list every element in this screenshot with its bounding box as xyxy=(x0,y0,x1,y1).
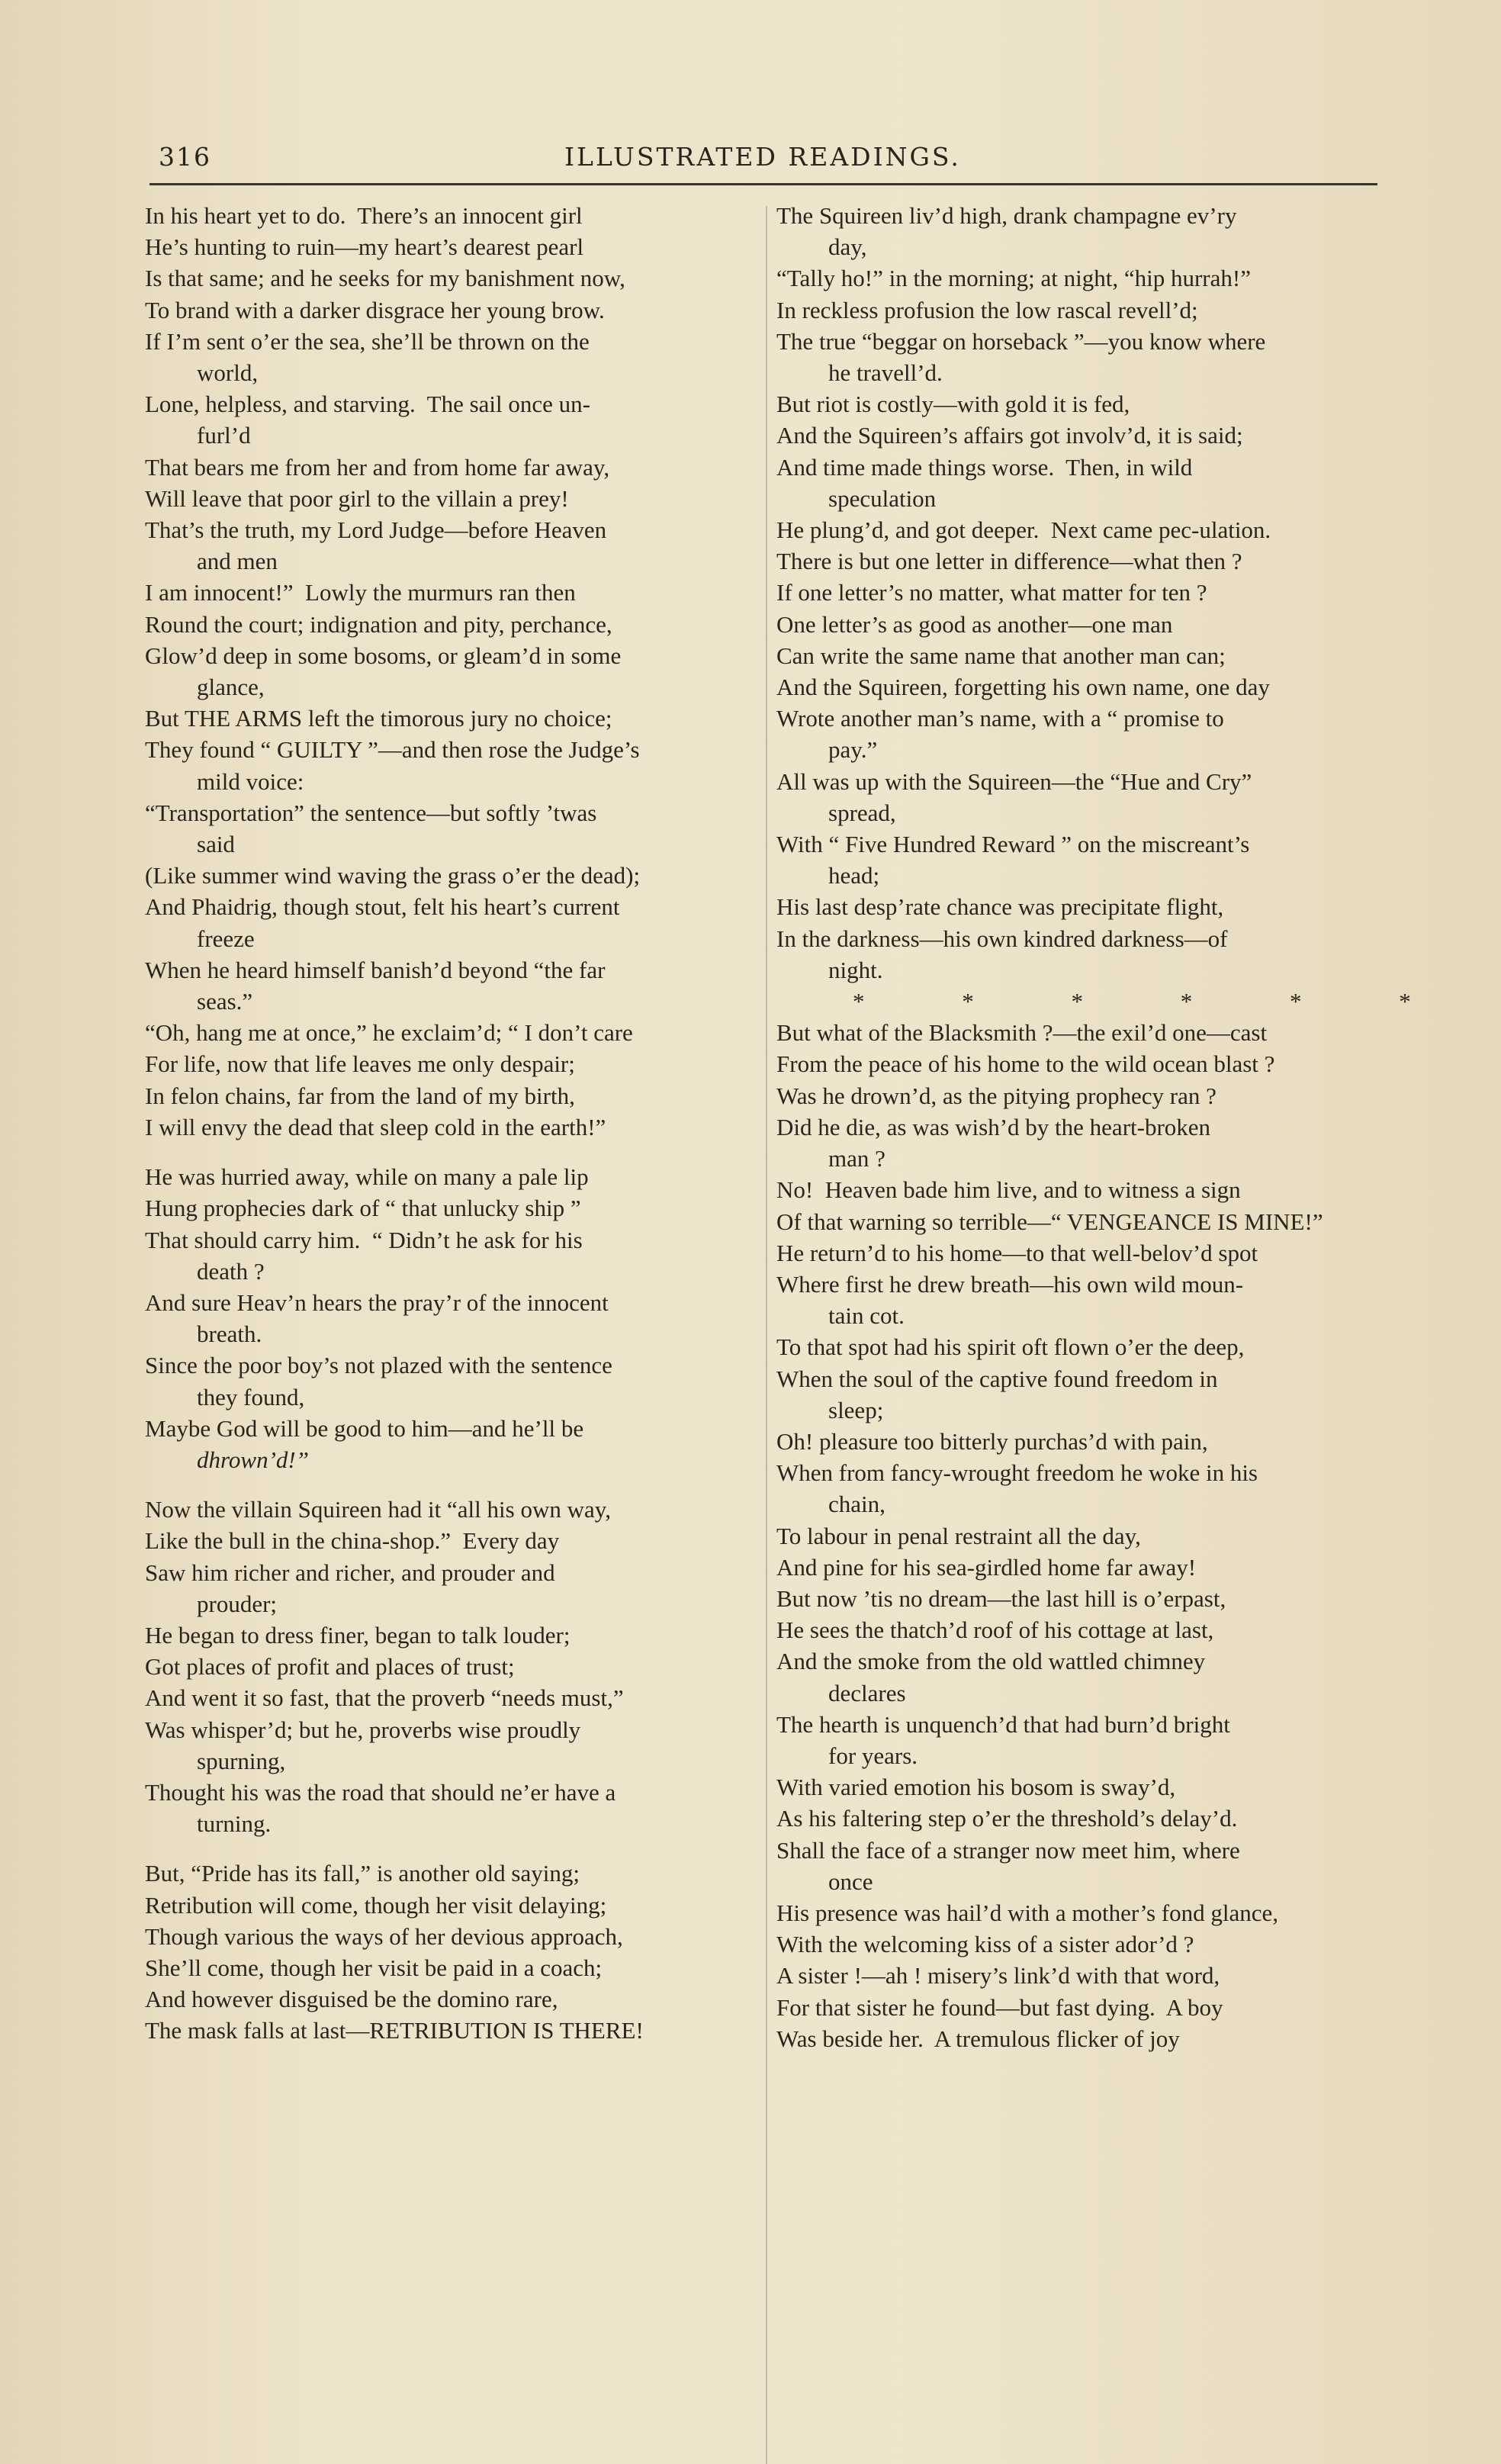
poem-line: Oh! pleasure too bitterly purchas’d with pain, xyxy=(776,1427,1208,1455)
poem-line: Saw him richer and richer, and prouder and xyxy=(145,1558,555,1586)
poem-line: dhrown’d!” xyxy=(197,1446,309,1473)
poem-line: I am innocent!” Lowly the murmurs ran then xyxy=(145,579,576,606)
poem-line: One letter’s as good as another—one man xyxy=(776,610,1173,638)
page-number: 316 xyxy=(159,142,211,172)
poem-line: mild voice: xyxy=(197,767,304,795)
poem-line: turning. xyxy=(197,1810,272,1838)
poem-line: prouder; xyxy=(197,1590,278,1617)
poem-line: He sees the thatch’d roof of his cottage at last, xyxy=(776,1616,1214,1644)
poem-line: he travell’d. xyxy=(828,359,943,387)
poem-line: No! Heaven bade him live, and to witness a sign xyxy=(776,1176,1241,1204)
poem-line: The Squireen liv’d high, drank champagne ev’ry xyxy=(776,202,1237,229)
poem-line: A sister !—ah ! misery’s link’d with that word, xyxy=(776,1962,1220,1990)
poem-line: But THE ARMS left the timorous jury no choice; xyxy=(145,705,612,732)
poem-line: tain cot. xyxy=(828,1302,905,1330)
poem-line: Got places of profit and places of trust; xyxy=(145,1653,515,1681)
poem-line: Was he drown’d, as the pitying prophecy ran ? xyxy=(776,1082,1217,1109)
poem-line: Hung prophecies dark of “ that unlucky ship ” xyxy=(145,1195,581,1222)
poem-line: Lone, helpless, and starving. The sail once un- xyxy=(145,391,590,418)
poem-line: spurning, xyxy=(197,1747,286,1774)
poem-line: And the Squireen, forgetting his own name, one day xyxy=(776,674,1270,701)
poem-line: glance, xyxy=(197,674,265,701)
poem-line: To labour in penal restraint all the day, xyxy=(776,1522,1141,1549)
poem-line: His presence was hail’d with a mother’s fond glance, xyxy=(776,1899,1278,1926)
poem-line: Round the court; indignation and pity, perchance, xyxy=(145,610,612,638)
poem-line: If one letter’s no matter, what matter for ten ? xyxy=(776,579,1207,606)
poem-line: Where first he drew breath—his own wild moun- xyxy=(776,1270,1244,1298)
stanza-gap xyxy=(145,1475,751,1494)
poem-line: sleep; xyxy=(828,1396,884,1423)
poem-line: He plung’d, and got deeper. Next came pec-ulation. xyxy=(776,516,1271,544)
poem-line: Glow’d deep in some bosoms, or gleam’d in some xyxy=(145,642,622,669)
poem-line: for years. xyxy=(828,1742,918,1769)
poem-line: In felon chains, far from the land of my birth, xyxy=(145,1082,575,1109)
poem-line: He return’d to his home—to that well-belov’d spot xyxy=(776,1239,1258,1266)
poem-line: night. xyxy=(828,956,883,983)
poem-line: world, xyxy=(197,359,259,387)
poem-line: If I’m sent o’er the sea, she’ll be thrown on the xyxy=(145,327,590,355)
poem-line: All was up with the Squireen—the “Hue and Cry” xyxy=(776,767,1252,795)
poem-line: For that sister he found—but fast dying. A boy xyxy=(776,1993,1223,2021)
poem-line: With “ Five Hundred Reward ” on the miscreant’s xyxy=(776,831,1250,858)
poem-line: Though various the ways of her devious approach, xyxy=(145,1922,623,1950)
poem-line: The mask falls at last—RETRIBUTION IS THERE! xyxy=(145,2017,644,2044)
poem-line: As his faltering step o’er the threshold’s delay’d. xyxy=(776,1805,1238,1832)
poem-line: day, xyxy=(828,233,867,261)
poem-line: In the darkness—his own kindred darkness—of xyxy=(776,925,1228,952)
poem-line: From the peace of his home to the wild ocean blast ? xyxy=(776,1050,1275,1078)
poem-line: said xyxy=(197,831,235,858)
poem-line: Since the poor boy’s not plazed with the sentence xyxy=(145,1352,612,1379)
poem-line: And the smoke from the old wattled chimney xyxy=(776,1648,1206,1675)
poem-line: Is that same; and he seeks for my banishment now, xyxy=(145,265,625,292)
poem-line: And sure Heav’n hears the pray’r of the innocent xyxy=(145,1288,609,1316)
poem-line: She’ll come, though her visit be paid in a coach; xyxy=(145,1954,603,1981)
poem-line: Like the bull in the china-shop.” Every day xyxy=(145,1527,560,1555)
poem-line: Retribution will come, though her visit delaying; xyxy=(145,1891,607,1919)
poem-line: That bears me from her and from home far away, xyxy=(145,453,610,481)
section-break-stars: * * * * * * xyxy=(853,988,1457,1015)
poem-line: Was beside her. A tremulous flicker of joy xyxy=(776,2025,1180,2052)
poem-line: With varied emotion his bosom is sway’d, xyxy=(776,1774,1176,1801)
poem-line: “Transportation” the sentence—but softly ’twas xyxy=(145,799,597,826)
poem-line: And Phaidrig, though stout, felt his heart’s current xyxy=(145,893,620,921)
poem-line: When he heard himself banish’d beyond “the far xyxy=(145,956,606,983)
poem-line: declares xyxy=(828,1679,906,1706)
poem-line: Did he die, as was wish’d by the heart-broken xyxy=(776,1113,1211,1140)
poem-line: they found, xyxy=(197,1383,305,1411)
poem-line: once xyxy=(828,1867,873,1895)
poem-line: and men xyxy=(197,548,278,575)
poem-line: And pine for his sea-girdled home far away! xyxy=(776,1553,1197,1581)
poem-line: Can write the same name that another man can; xyxy=(776,642,1226,669)
poem-line: head; xyxy=(828,862,880,889)
poem-line: But what of the Blacksmith ?—the exil’d one—cast xyxy=(776,1019,1268,1047)
poem-line: And however disguised be the domino rare, xyxy=(145,1986,558,2013)
poem-line: I will envy the dead that sleep cold in the earth!” xyxy=(145,1113,606,1140)
poem-line: His last desp’rate chance was precipitate flight, xyxy=(776,893,1224,921)
poem-line: Will leave that poor girl to the villain a prey! xyxy=(145,484,569,512)
poem-line: But riot is costly—with gold it is fed, xyxy=(776,391,1130,418)
poem-line: Wrote another man’s name, with a “ promise to xyxy=(776,705,1224,732)
poem-line: Of that warning so terrible—“ VENGEANCE IS MINE!” xyxy=(776,1208,1323,1235)
stanza-gap xyxy=(145,1143,751,1161)
poem-line: man ? xyxy=(828,1145,885,1172)
poem-line: spread, xyxy=(828,799,896,826)
poem-line: To brand with a darker disgrace her young brow. xyxy=(145,296,605,323)
right-column xyxy=(776,200,1457,2054)
running-title: ILLUSTRATED READINGS. xyxy=(564,142,961,172)
poem-line: freeze xyxy=(197,925,255,952)
poem-line: Now the villain Squireen had it “all his own way, xyxy=(145,1496,611,1523)
poem-line: That should carry him. “ Didn’t he ask for his xyxy=(145,1226,583,1253)
poem-line: For life, now that life leaves me only despair; xyxy=(145,1050,575,1078)
poem-line: “Oh, hang me at once,” he exclaim’d; “ I don’t care xyxy=(145,1019,633,1047)
poem-line: And went it so fast, that the proverb “needs must,” xyxy=(145,1684,624,1712)
poem-line: Maybe God will be good to him—and he’ll be xyxy=(145,1414,584,1442)
poem-line: And the Squireen’s affairs got involv’d, it is said; xyxy=(776,422,1243,449)
column-divider xyxy=(766,206,767,2464)
poem-line: Shall the face of a stranger now meet him, where xyxy=(776,1836,1240,1864)
poem-line: The true “beggar on horseback ”—you know where xyxy=(776,327,1266,355)
header-rule xyxy=(149,183,1377,185)
stanza-gap xyxy=(145,1839,751,1858)
poem-line: Thought his was the road that should ne’er have a xyxy=(145,1778,616,1806)
poem-line: When from fancy-wrought freedom he woke in his xyxy=(776,1459,1258,1487)
poem-line: They found “ GUILTY ”—and then rose the Judge’s xyxy=(145,736,640,764)
poem-line: But now ’tis no dream—the last hill is o’erpast, xyxy=(776,1584,1226,1612)
poem-line: That’s the truth, my Lord Judge—before Heaven xyxy=(145,516,607,544)
poem-line: “Tally ho!” in the morning; at night, “hip hurrah!” xyxy=(776,265,1251,292)
poem-line: When the soul of the captive found freedom in xyxy=(776,1365,1218,1392)
poem-line: To that spot had his spirit oft flown o’er the deep, xyxy=(776,1333,1245,1361)
poem-line: And time made things worse. Then, in wild xyxy=(776,453,1193,481)
poem-line: He began to dress finer, began to talk louder; xyxy=(145,1621,571,1649)
poem-line: Was whisper’d; but he, proverbs wise proudly xyxy=(145,1716,581,1743)
poem-line: With the welcoming kiss of a sister ador’d ? xyxy=(776,1931,1194,1958)
poem-line: chain, xyxy=(828,1491,885,1518)
poem-line: (Like summer wind waving the grass o’er the dead); xyxy=(145,862,641,889)
poem-line: pay.” xyxy=(828,736,878,764)
poem-line: But, “Pride has its fall,” is another old saying; xyxy=(145,1860,580,1887)
left-column xyxy=(145,200,751,2047)
poem-line: In reckless profusion the low rascal revell’d; xyxy=(776,296,1198,323)
poem-line: There is but one letter in difference—what then ? xyxy=(776,548,1242,575)
poem-line: He was hurried away, while on many a pale lip xyxy=(145,1163,589,1191)
poem-line: death ? xyxy=(197,1257,265,1285)
poem-line: seas.” xyxy=(197,988,253,1015)
poem-line: speculation xyxy=(828,484,937,512)
poem-line: In his heart yet to do. There’s an innocent girl xyxy=(145,202,583,229)
poem-line: breath. xyxy=(197,1320,262,1348)
poem-line: The hearth is unquench’d that had burn’d bright xyxy=(776,1710,1230,1738)
poem-line: furl’d xyxy=(197,422,251,449)
poem-line: He’s hunting to ruin—my heart’s dearest pearl xyxy=(145,233,584,261)
